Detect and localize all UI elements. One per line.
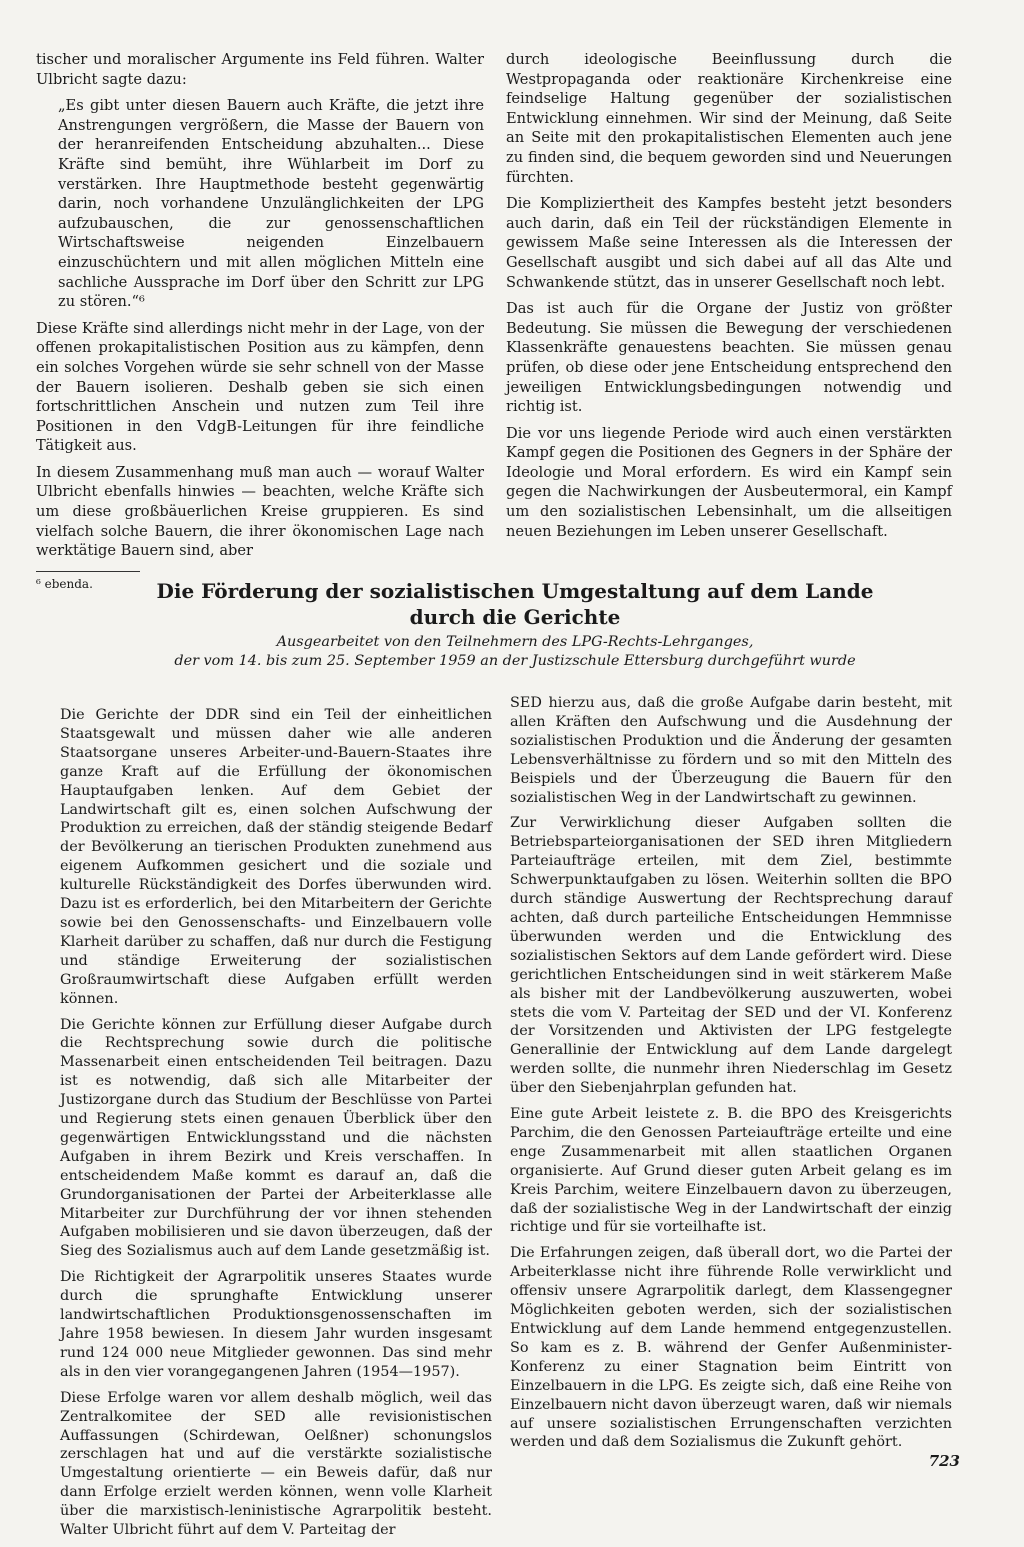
paragraph: SED hierzu aus, daß die große Aufgabe darin besteht, mit allen Kräften den Aufschwung und die Ausdehnung der sozialistischen Produktion und die Änderung der gesamten Lebensverhältnisse zu fördern und so mit den Mitteln des Beispiels und der Überzeugung die Bauern für den sozialistischen Weg in der Landwirtschaft zu gewinnen. xyxy=(510,695,952,806)
paragraph: Die Erfahrungen zeigen, daß überall dort, wo die Partei der Arbeiterklasse nicht ihre führende Rolle verwirklicht und offensiv unsere Agrarpolitik darlegt, dem Klassengegner Möglichkeiten geboten werden, sich der sozialistischen Entwicklung auf dem Lande hemmend entgegenzustellen. So kam es z. B. während der Genfer Außenminister-Konferenz zu einer Stagnation beim Eintritt von Einzelbauern in die LPG. Es zeigte sich, daß eine Reihe von Einzelbauern nicht davon überzeugt waren, daß wir niemals auf unsere sozialistischen Errungenschaften verzichten werden und daß dem Sozialismus die Zukunft gehört. xyxy=(510,1245,952,1451)
column-top-left xyxy=(36,50,484,592)
quote-paragraph: „Es gibt unter diesen Bauern auch Kräfte, die jetzt ihre Anstrengungen vergrößern, die Masse der Bauern von der heranreifenden Entscheidung abzuhalten... Diese Kräfte sind bemüht, ihre Wühlarbeit im Dorf zu verstärken. Ihre Hauptmethode besteht gegenwärtig darin, noch vorhandene Unzulänglichkeiten der LPG aufzubauschen, die zur genossenschaftlichen Wirtschaftsweise neigenden Einzelbauern einzuschüchtern und mit allen möglichen Mitteln eine sachliche Aussprache im Dorf über den Schritt zur LPG zu stören.“⁶ xyxy=(58,97,484,311)
paragraph: In diesem Zusammenhang muß man auch — worauf Walter Ulbricht ebenfalls hinwies — beachten, welche Kräfte sich um diese großbäuerlichen Kreise gruppieren. Es sind vielfach solche Bauern, die ihrer ökonomischen Lage nach werktätige Bauern sind, aber xyxy=(36,463,484,560)
paragraph: Diese Erfolge waren vor allem deshalb möglich, weil das Zentralkomitee der SED alle revisionistischen Auffassungen (Schirdewan, Oelßner) schonungslos zerschlagen hat und auf die verstärkte sozialistische Umgestaltung orientierte — ein Beweis dafür, daß nur dann Erfolge erzielt werden können, wenn volle Klarheit über die marxistisch-leninistische Agrarpolitik besteht. Walter Ulbricht führt auf dem V. Parteitag der xyxy=(60,1389,492,1539)
article-subtitle-line: Ausgearbeitet von den Teilnehmern des LPG-Rechts-Lehrganges, xyxy=(276,634,754,650)
paragraph: tischer und moralischer Argumente ins Feld führen. Walter Ulbricht sagte dazu: xyxy=(36,51,484,88)
paragraph: Die vor uns liegende Periode wird auch einen verstärkten Kampf gegen die Positionen des Gegners in der Sphäre der Ideologie und Moral erfordern. Es wird ein Kampf sein gegen die Nachwirkungen der Ausbeutermoral, ein Kampf um den sozialistischen Lebensinhalt, um die allseitigen neuen Beziehungen im Leben unserer Gesellschaft. xyxy=(506,424,952,540)
page-number: 723 xyxy=(928,1452,960,1470)
article-title-line: durch die Gerichte xyxy=(409,605,621,629)
article-title-line: Die Förderung der sozialistischen Umgestaltung auf dem Lande xyxy=(156,579,874,603)
paragraph: Diese Kräfte sind allerdings nicht mehr in der Lage, von der offenen prokapitalistischen Position aus zu kämpfen, denn ein solches Vorgehen würde sie sehr schnell von der Masse der Bauern isolieren. Deshalb geben sie sich einen fortschrittlichen Anschein und nutzen zum Teil ihre Positionen in den VdgB-Leitungen für ihre feindliche Tätigkeit aus. xyxy=(36,319,484,455)
column-bottom-left xyxy=(60,706,492,1547)
column-top-right xyxy=(506,50,952,548)
paragraph: Das ist auch für die Organe der Justiz von größter Bedeutung. Sie müssen die Bewegung der verschiedenen Klassenkräfte genauestens beachten. Sie müssen genau prüfen, ob diese oder jene Entscheidung entsprechend den jeweiligen Entwicklungsbedingungen notwendig und richtig ist. xyxy=(506,300,952,416)
paragraph: Zur Verwirklichung dieser Aufgaben sollten die Betriebsparteiorganisationen der SED ihren Mitgliedern Parteiaufträge erteilen, mit dem Ziel, bestimmte Schwerpunktaufgaben zu lösen. Weiterhin sollten die BPO durch ständige Auswertung der Rechtsprechung darauf achten, daß durch parteiliche Entscheidungen Hemmnisse überwunden werden und die Entwicklung des sozialistischen Sektors auf dem Lande gefördert wird. Diese gerichtlichen Entscheidungen sind in weit stärkerem Maße als bisher mit der Landbevölkerung auszuwerten, wobei stets die vom V. Parteitag der SED und der VI. Konferenz der Vorsitzenden und Aktivisten der LPG festgelegte Generallinie der Entwicklung auf dem Lande dargelegt werden sollte, die nunmehr ihren Niederschlag im Gesetz über den Siebenjahrplan gefunden hat. xyxy=(510,815,952,1097)
paragraph: Eine gute Arbeit leistete z. B. die BPO des Kreisgerichts Parchim, die den Genossen Parteiaufträge erteilte und eine enge Zusammenarbeit mit allen staatlichen Organen organisierte. Auf Grund dieser guten Arbeit gelang es im Kreis Parchim, weitere Einzelbauern davon zu überzeugen, daß der sozialistische Weg in der Landwirtschaft der einzig richtige und für sie vorteilhafte ist. xyxy=(510,1106,952,1236)
article-subtitle-line: der vom 14. bis zum 25. September 1959 an der Justizschule Ettersburg durchgeführt wurde xyxy=(174,653,856,669)
article-title xyxy=(60,578,970,630)
column-bottom-right xyxy=(510,694,952,1459)
paragraph: Die Kompliziertheit des Kampfes besteht jetzt besonders auch darin, daß ein Teil der rückständigen Elemente in gewissem Maße seine Interessen als die Interessen der Gesellschaft ausgibt und sich dabei auf all das Alte und Schwankende stützt, das in unserer Gesellschaft noch lebt. xyxy=(506,195,952,291)
paragraph: Die Gerichte können zur Erfüllung dieser Aufgabe durch die Rechtsprechung sowie durch die politische Massenarbeit einen entscheidenden Teil beitragen. Dazu ist es notwendig, daß sich alle Mitarbeiter der Justizorgane durch das Studium der Beschlüsse von Partei und Regierung stets einen genauen Überblick über den gegenwärtigen Entwicklungsstand und die nächsten Aufgaben in ihrem Bezirk und Kreis verschaffen. In entscheidendem Maße kommt es darauf an, daß die Grundorganisationen der Partei der Arbeiterklasse alle Mitarbeiter zur Durchführung der vor ihnen stehenden Aufgaben mobilisieren und sie davon überzeugen, daß der Sieg des Sozialismus auch auf dem Lande gesetzmäßig ist. xyxy=(60,1016,492,1260)
paragraph: Die Richtigkeit der Agrarpolitik unseres Staates wurde durch die sprunghafte Entwicklung unserer landwirtschaftlichen Produktionsgenossenschaften im Jahre 1958 bewiesen. In diesem Jahr wurden insgesamt rund 124 000 neue Mitglieder gewonnen. Das sind mehr als in den vier vorangegangenen Jahren (1954—1957). xyxy=(60,1269,492,1380)
article-subtitle xyxy=(60,633,970,671)
footnote: ⁶ ebenda. xyxy=(36,576,93,591)
paragraph: Die Gerichte der DDR sind ein Teil der einheitlichen Staatsgewalt und müssen daher wie alle anderen Staatsorgane unseres Arbeiter-und-Bauern-Staates ihre ganze Kraft auf die Erfüllung der ökonomischen Hauptaufgaben lenken. Auf dem Gebiet der Landwirtschaft gilt es, einen solchen Aufschwung der Produktion zu erreichen, daß der ständig steigende Bedarf der Bevölkerung an tierischen Produkten zunehmend aus eigenem Aufkommen gesichert und die soziale und kulturelle Rückständigkeit des Dorfes überwunden wird. Dazu ist es erforderlich, bei den Mitarbeitern der Gerichte sowie bei den Genossenschafts- und Einzelbauern volle Klarheit darüber zu schaffen, daß nur durch die Festigung und ständige Erweiterung der sozialistischen Großraumwirtschaft diese Aufgaben erfüllt werden können. xyxy=(60,707,492,1007)
footnote-divider xyxy=(36,571,140,572)
paragraph: durch ideologische Beeinflussung durch die Westpropaganda oder reaktionäre Kirchenkreise eine feindselige Haltung gegenüber der sozialistischen Entwicklung einnehmen. Wir sind der Meinung, daß Seite an Seite mit den prokapitalistischen Elementen auch jene zu finden sind, die bequem geworden sind und Neuerungen fürchten. xyxy=(506,51,952,186)
